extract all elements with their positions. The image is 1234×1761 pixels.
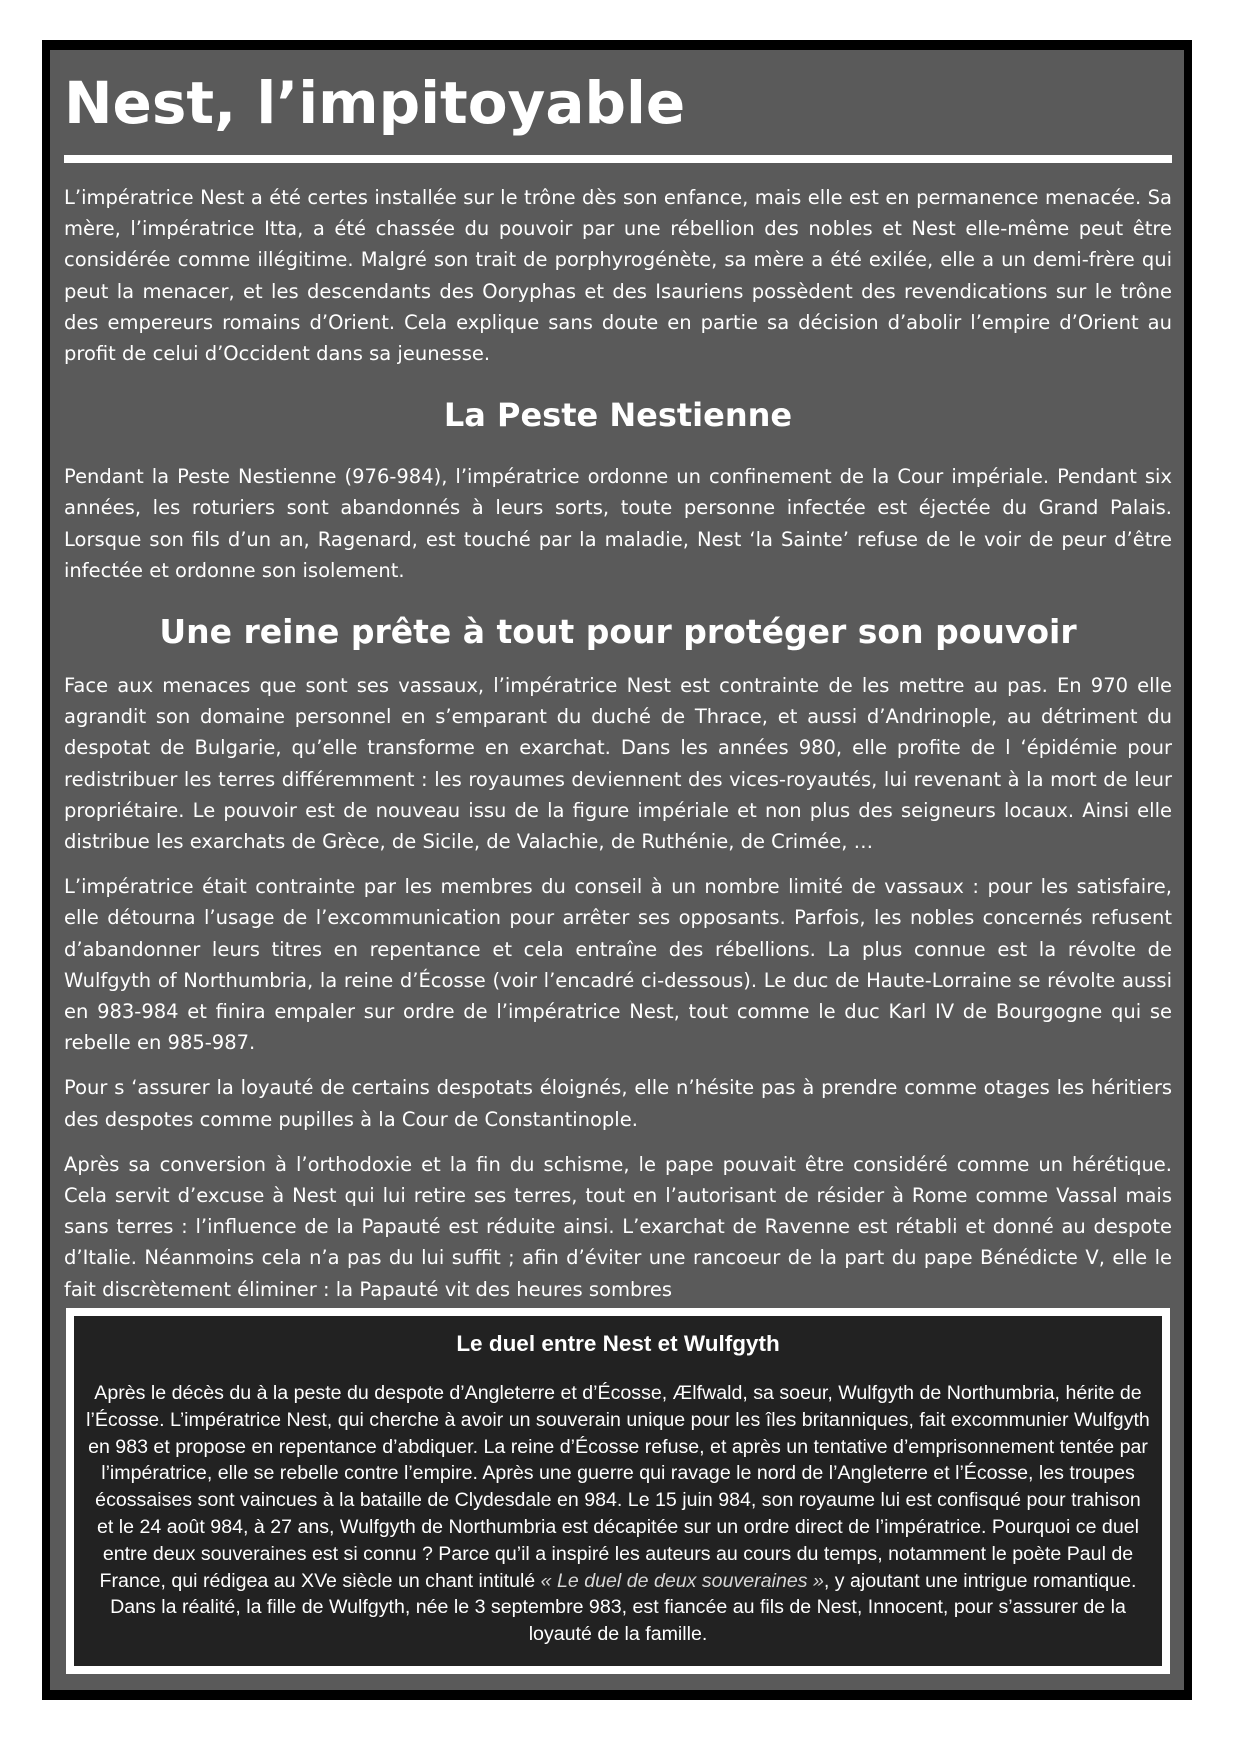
sidebar-box-title: Le duel entre Nest et Wulfgyth [456,1331,780,1356]
box-text-before: Après le décès du à la peste du despote d’Angleterre et d’Écosse, Ælfwald, sa soeur, Wulfgyth de Northumbria, hérite de l’Écosse. L’impératrice Nest, qui cherche à avoir un souverain unique pour les îles britanniques, fait excommunier Wulfgyth en 983 et propose en repentance d’abdiquer. La reine d’Écosse refuse, et après un tentative d’emprisonnement tentée par l’impératrice, elle se rebelle contre l’empire. Après une guerre qui ravage le nord de l’Angleterre et l’Écosse, les troupes écossaises sont vaincues à la bataille de Clydesdale en 984. Le 15 juin 984, son royaume lui est confisqué pour trahison et le 24 août 984, à 27 ans, Wulfgyth de Northumbria est décapitée sur un ordre direct de l’impératrice. Pourquoi ce duel entre deux souveraines est si connu ? Parce qu’il a inspiré les auteurs au cours du temps, notamment le poète Paul de France, qui rédigea au XVe siècle un chant intitulé [86,1382,1150,1592]
page-title: Nest, l’impitoyable [64,69,686,137]
pouvoir-paragraph-4: Après sa conversion à l’orthodoxie et la fin du schisme, le pape pouvait être considéré comme un hérétique. Cela servit d’excuse à Nest qui lui retire ses terres, tout en l’autorisant de résider à Rome comme Vassal mais sans terres : l’influence de la Papauté est réduite ainsi. L’exarchat de Ravenne est rétabli et donné au despote d’Italie. Néanmoins cela n’a pas du lui suffit ; afin d’éviter une rancoeur de la part du pape Bénédicte V, elle le fait discrètement éliminer : la Papauté vit des heures sombres [64,1152,1172,1301]
section-heading-peste: La Peste Nestienne [443,396,793,435]
box-text-after: , y ajoutant une intrigue romantique. Dans la réalité, la fille de Wulfgyth, née le 3 septembre 983, est fiancée au fils de Nest, Innocent, pour s’assurer de la loyauté de la famille. [110,1569,1137,1646]
section-heading-pouvoir: Une reine prête à tout pour protéger son pouvoir [159,612,1077,652]
article-body [64,182,1172,1319]
intro-paragraph: L’impératrice Nest a été certes installée sur le trône dès son enfance, mais elle est en permanence menacée. Sa mère, l’impératrice Itta, a été chassée du pouvoir par une rébellion des nobles et Nest elle-même peut être considérée comme illégitime. Malgré son trait de porphyrogénète, sa mère a été exilée, elle a un demi-frère qui peut la menacer, et les descendants des Ooryphas et des Isauriens possèdent des revendications sur le trône des empereurs romains d’Orient. Cela explique sans doute en partie sa décision d’abolir l’empire d’Orient au profit de celui d’Occident dans sa jeunesse. [64,186,1172,366]
box-text-title-italic: « Le duel de deux souveraines » [540,1569,824,1592]
sidebar-box [66,1308,1170,1674]
pouvoir-paragraph-2: L’impératrice était contrainte par les membres du conseil à un nombre limité de vassaux : pour les satisfaire, elle détourna l’usage de l’excommunication pour arrêter ses opposants. Parfois, les nobles concernés refusent d’abandonner leurs titres en repentance et cela entraîne des rébellions. La plus connue est la révolte de Wulfgyth of Northumbria, la reine d’Écosse (voir l’encadré ci-dessous). Le duc de Haute-Lorraine se révolte aussi en 983-984 et finira empaler sur ordre de l’impératrice Nest, tout comme le duc Karl IV de Bourgogne qui se rebelle en 985-987. [64,875,1172,1055]
pouvoir-paragraph-1: Face aux menaces que sont ses vassaux, l’impératrice Nest est contrainte de les mettre au pas. En 970 elle agrandit son domaine personnel en s’emparant du duché de Thrace, et aussi d’Andrinople, au détriment du despotat de Bulgarie, qu’elle transforme en exarchat. Dans les années 980, elle profite de l ‘épidémie pour redistribuer les terres différemment : les royaumes deviennent des vices-royautés, lui revenant à la mort de leur propriétaire. Le pouvoir est de nouveau issu de la figure impériale et non plus des seigneurs locaux. Ainsi elle distribue les exarchats de Grèce, de Sicile, de Valachie, de Ruthénie, de Crimée, … [64,674,1172,854]
sidebar-box-text [86,1380,1150,1648]
sidebar-box-content [74,1316,1162,1666]
title-divider [64,155,1172,163]
article-page [50,50,1184,1690]
peste-paragraph: Pendant la Peste Nestienne (976-984), l’impératrice ordonne un confinement de la Cour impériale. Pendant six années, les roturiers sont abandonnés à leurs sorts, toute personne infectée est éjectée du Grand Palais. Lorsque son fils d’un an, Ragenard, est touché par la maladie, Nest ‘la Sainte’ refuse de le voir de peur d’être infectée et ordonne son isolement. [64,465,1172,582]
pouvoir-paragraph-3: Pour s ‘assurer la loyauté de certains despotats éloignés, elle n’hésite pas à prendre comme otages les héritiers des despotes comme pupilles à la Cour de Constantinople. [64,1076,1172,1131]
